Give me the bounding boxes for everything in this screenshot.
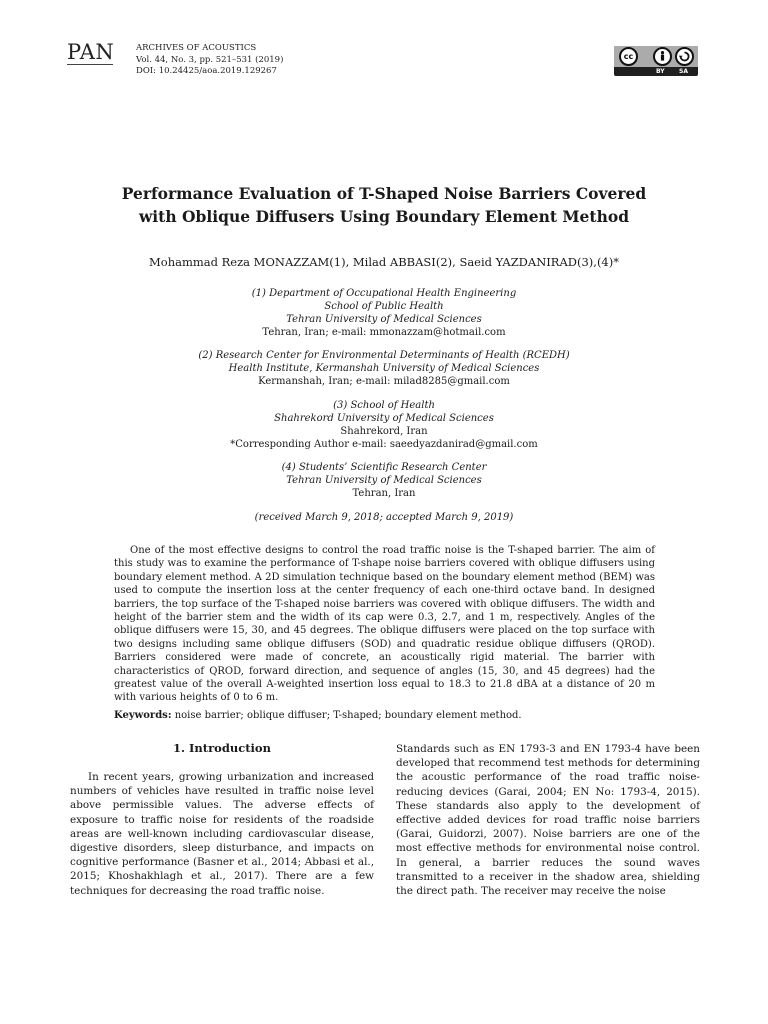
- affiliation-line: Health Institute, Kermanshah University of Medical Sciences: [228, 363, 540, 374]
- affiliation-line: Shahrekord, Iran: [340, 426, 428, 437]
- body-column-left: In recent years, growing urbanization and increased numbers of vehicles have resulted in traffic noise level above permissible values. The adverse effects of exposure to traffic noise for residents of the roadside areas are well-known including cardiovascular disease, digestive disorders, sleep disturbance, and impacts on cognitive performance (Basner et al., 2014; Abbasi et al., 2015; Khoshakhlagh et al., 2017). There are a few techniques for decreasing the road traffic noise.: [70, 771, 374, 897]
- volume-line: Vol. 44, No. 3, pp. 521–531 (2019): [136, 54, 284, 65]
- affiliation-4: [60, 461, 708, 500]
- body-column-right: Standards such as EN 1793-3 and EN 1793-4 have been developed that recommend test methods for determining the acoustic performance of the road traffic noise-reducing devices (Garai, 2004; EN No: 1793-4, 2015). These standards also apply to the development of effective added devices for road traffic noise barriers (Garai, Guidorzi, 2007). Noise barriers are one of the most effective methods for environmental noise control. In general, a barrier reduces the sound waves transmitted to a receiver in the shadow area, shielding the direct path. The receiver may receive the noise: [396, 743, 700, 898]
- affiliation-line: Tehran University of Medical Sciences: [286, 314, 482, 325]
- keywords: [114, 709, 655, 722]
- pan-logo: PAN: [67, 40, 115, 64]
- corresponding-author-email[interactable]: *Corresponding Author e-mail: saeedyazdanirad@gmail.com: [230, 439, 538, 450]
- cc-icon: cc: [619, 47, 638, 66]
- affiliation-2: [60, 349, 708, 388]
- affiliation-3: [60, 399, 708, 451]
- affiliation-line: (4) Students’ Scientific Research Center: [281, 462, 487, 473]
- affiliation-1: [60, 287, 708, 339]
- sa-label: SA: [679, 68, 688, 75]
- affiliation-line: (2) Research Center for Environmental Determinants of Health (RCEDH): [198, 350, 570, 361]
- by-label: BY: [656, 68, 665, 75]
- section-heading: 1. Introduction: [173, 741, 271, 755]
- affiliation-email-line[interactable]: Kermanshah, Iran; e-mail: milad8285@gmail.com: [258, 376, 510, 387]
- keywords-text: noise barrier; oblique diffuser; T-shaped; boundary element method.: [174, 710, 522, 721]
- received-dates: (received March 9, 2018; accepted March 9, 2019): [254, 512, 514, 523]
- abstract: One of the most effective designs to control the road traffic noise is the T-shaped barrier. The aim of this study was to examine the performance of T-shape noise barriers covered with oblique diffusers using boundary element method. A 2D simulation technique based on the boundary element method (BEM) was used to compute the insertion loss at the center frequency of each one-third octave band. In designed barriers, the top surface of the T-shaped noise barriers was covered with oblique diffusers. The width and height of the barrier stem and the width of its cap were 0.3, 2.7, and 1 m, respectively. Angles of the oblique diffusers were 15, 30, and 45 degrees. The oblique diffusers were placed on the top surface with two designs including same oblique diffusers (SOD) and quadratic residue oblique diffusers (QROD). Barriers considered were made of concrete, an acoustically rigid material. The barrier with characteristics of QROD, forward direction, and sequence of angles (15, 30, and 45 degrees) had the greatest value of the overall A-weighted insertion loss equal to 18.3 to 21.8 dBA at a distance of 20 m with various heights of 0 to 6 m.: [114, 545, 655, 704]
- affiliation-line: (3) School of Health: [333, 400, 435, 411]
- paper-title: [60, 182, 708, 228]
- cc-by-sa-license-badge[interactable]: [614, 46, 698, 76]
- keywords-label: Keywords:: [114, 710, 172, 721]
- author-list: Mohammad Reza MONAZZAM(1), Milad ABBASI(2), Saeid YAZDANIRAD(3),(4)*: [149, 255, 619, 269]
- affiliation-line: (1) Department of Occupational Health Engineering: [251, 288, 517, 299]
- affiliation-line: School of Public Health: [324, 301, 444, 312]
- journal-info: [136, 43, 283, 78]
- doi[interactable]: DOI: 10.24425/aoa.2019.129267: [136, 66, 277, 76]
- affiliation-line: Shahrekord University of Medical Sciences: [274, 413, 494, 424]
- by-person-icon: [653, 47, 672, 66]
- affiliation-line: Tehran University of Medical Sciences: [286, 475, 482, 486]
- title-line-1: Performance Evaluation of T-Shaped Noise Barriers Covered: [121, 184, 647, 203]
- share-alike-icon: [675, 47, 694, 66]
- journal-name: ARCHIVES OF ACOUSTICS: [136, 43, 257, 53]
- title-line-2: with Oblique Diffusers Using Boundary Element Method: [138, 207, 630, 226]
- affiliation-line: Tehran, Iran: [352, 488, 416, 499]
- affiliation-email-line[interactable]: Tehran, Iran; e-mail: mmonazzam@hotmail.com: [262, 327, 506, 338]
